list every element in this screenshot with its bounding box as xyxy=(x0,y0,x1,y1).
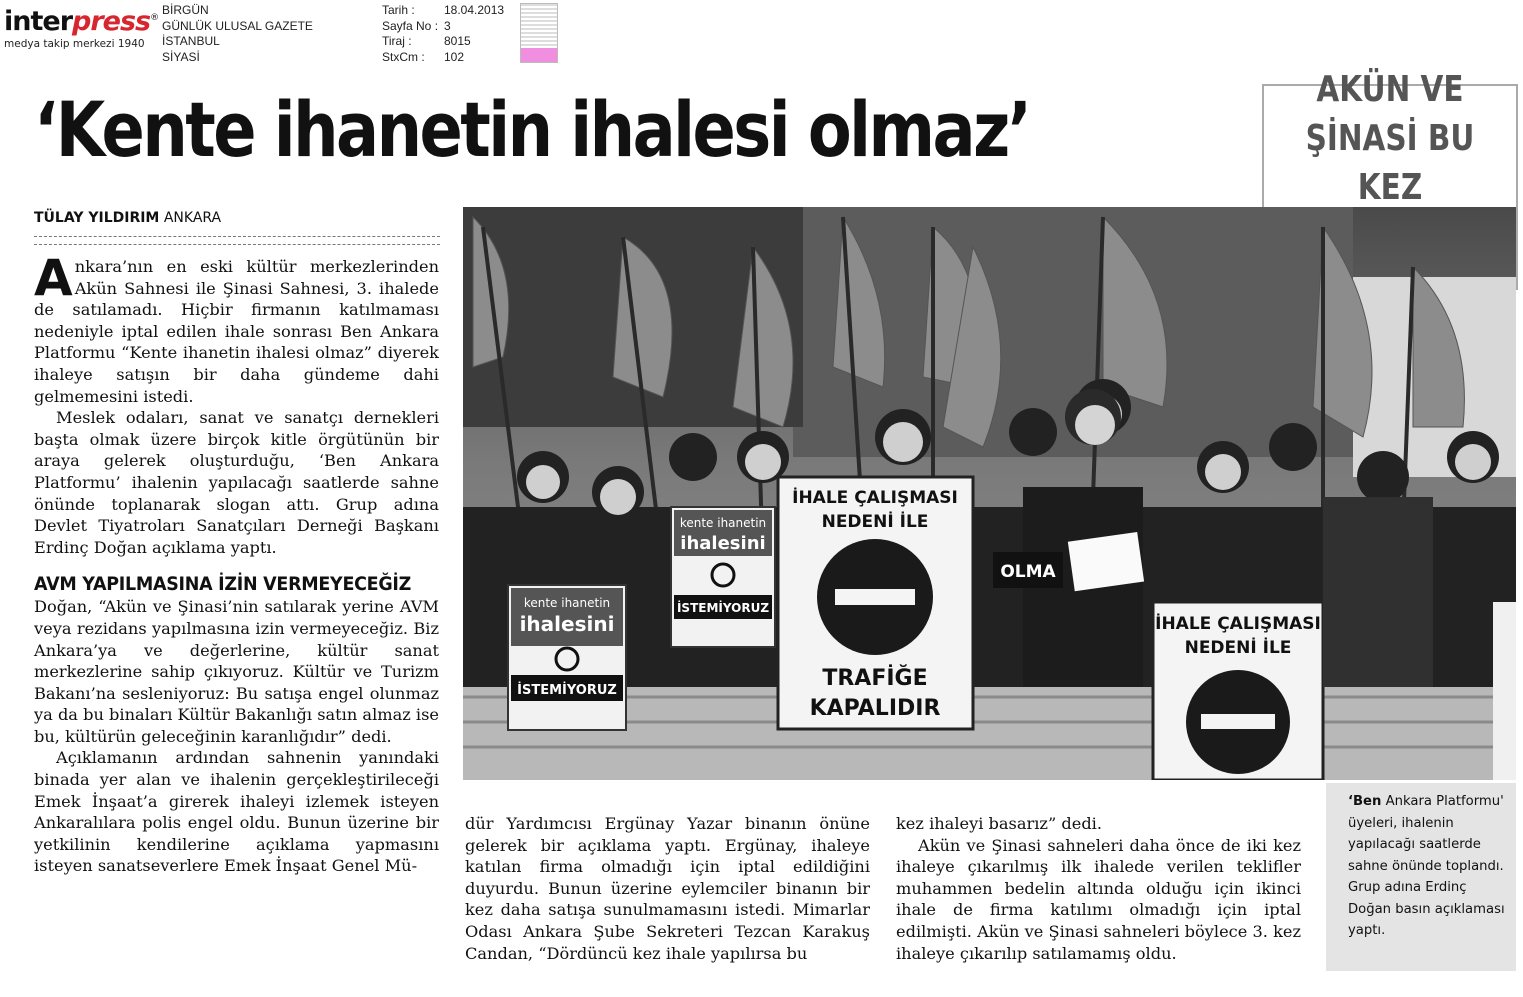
meta-value-page: 3 xyxy=(444,18,451,33)
logo-subtitle: medya takip merkezi 1940 xyxy=(4,38,145,50)
photo-caption xyxy=(1326,783,1516,971)
paragraph: Akün ve Şinasi sahneleri daha önce de iki kez ihaleye çıkarılmış ilk ihalede verilen teklifler muhammen bedelin altında olduğu için ikinci ihale de firma katılımı olmadığı için iptal edilmişti. Akün ve Şinasi sahneleri böylece 3. kez ihaleye çıkarılıp satılamamış oldu. xyxy=(896,835,1301,963)
publication-city: İSTANBUL xyxy=(162,34,220,48)
thumbnail-highlight xyxy=(521,48,557,62)
page-thumbnail[interactable] xyxy=(520,3,558,63)
logo-text-inter: inter xyxy=(4,6,73,37)
article-column-2 xyxy=(465,813,870,964)
sign-text: kente ihanetin xyxy=(523,596,611,610)
subheading: AVM YAPILMASINA İZİN VERMEYECEĞİZ xyxy=(34,573,412,596)
interpress-logo xyxy=(4,4,159,50)
logo-text-press: press xyxy=(72,6,151,37)
sign-text: ihalesini xyxy=(680,533,766,554)
byline-rule xyxy=(34,244,440,245)
caption-lead: ‘Ben xyxy=(1348,794,1382,809)
paragraph: Açıklamanın ardından sahnenin yanındaki binada yer alan ve ihalenin gerçekleştirileceği Emek İnşaat’a girerek ihaleyi izlemek isteyen Ankaralılara polis engel oldu. Bunun üzerine bir yetkilinin kendilerine açıklama yapmasını isteyen sanatseverlere Emek İnşaat Genel Mü- xyxy=(34,748,439,876)
meta-value-circulation: 8015 xyxy=(444,34,471,48)
kicker-line: ŞİNASİ BU KEZ xyxy=(1305,117,1475,208)
paragraph-text: nkara’nın en eski kültür merkezlerinden Akün Sahnesi ile Şinasi Sahnesi, 3. ihalede de satılamadı. Hiçbir firmanın katılmaması nedeniyle iptal edilen ihale sonrası Ben Ankara Platformu “Kente ihanetin ihalesi olmaz” diyerek ihaleye satışın bir daha gündeme dahi gelmemesini istedi. xyxy=(34,257,439,406)
paragraph: dür Yardımcısı Ergünay Yazar binanın önüne gelerek bir açıklama yaptı. Ergünay, ihaleye katılan firma olmadığı için iptal edildiğini duyurdu. Bunun üzerine eylemciler binanın bir kez daha satışa sunulmamasını istedi. Mimarlar Odası Ankara Şube Sekreteri Tezcan Karakuş Candan, “Dördüncü kez ihale yapılırsa bu xyxy=(465,814,870,963)
paragraph xyxy=(34,249,439,407)
publication-name: BİRGÜN xyxy=(162,3,209,17)
sign-text: TRAFİĞE xyxy=(822,666,928,691)
kicker-line: AKÜN VE xyxy=(1316,68,1464,110)
caption-text: Ankara Platformu' üyeleri, ihalenin yapılacağı saatlerde sahne önünde toplandı. Grup adına Erdinç Doğan basın açıklaması yaptı. xyxy=(1348,794,1505,938)
meta-key-date: Tarih : xyxy=(382,3,415,17)
headline: ‘Kente ihanetin ihalesi olmaz’ xyxy=(34,85,1030,174)
sign-text: NEDENİ İLE xyxy=(821,512,929,532)
sign-text: İSTEMİYORUZ xyxy=(517,683,617,698)
paragraph: Meslek odaları, sanat ve sanatçı dernekleri başta olmak üzere birçok kitle örgütünün bir araya gelerek oluşturduğu, ‘Ben Ankara Platformu’ ihalenin yapılacağı saatlerde sahne önünde toplanarak slogan attı. Grup adına Devlet Tiyatroları Sanatçıları Derneği Başkanı Erdinç Doğan açıklama yaptı. xyxy=(34,408,439,557)
protest-photo xyxy=(463,207,1516,780)
drop-cap: A xyxy=(34,249,73,307)
article-column-3 xyxy=(896,813,1301,964)
meta-key-stxcm: StxCm : xyxy=(382,49,425,64)
banner-text: OLMA xyxy=(1000,562,1056,582)
publication-type: GÜNLÜK ULUSAL GAZETE xyxy=(162,18,313,33)
sign-text: İHALE ÇALIŞMASI xyxy=(792,488,958,508)
publication-section: SİYASİ xyxy=(162,49,200,64)
logo-registered: ® xyxy=(150,13,159,23)
meta-key-page: Sayfa No : xyxy=(382,18,439,33)
paragraph: Doğan, “Akün ve Şinasi’nin satılarak yerine AVM veya rezidans yapılmasına izin vermeyeceğiz. Biz Ankara’ya ve değerlerine, kültür sanat merkezlerine sahip çıkıyoruz. Kültür ve Turizm Bakanı’na sesleniyoruz: Bu satışa engel olunmaz ya da bu binaları Kültür Bakanlığı satın almaz ise bu, kültürün geleceğinin karanlığıdır” dedi. xyxy=(34,597,439,746)
meta-value-date: 18.04.2013 xyxy=(444,3,505,17)
sign-text: NEDENİ İLE xyxy=(1184,638,1292,658)
sign-text: kente ihanetin xyxy=(679,516,767,530)
paragraph: kez ihaleyi basarız” dedi. xyxy=(896,814,1103,833)
meta-key-circulation: Tiraj : xyxy=(382,34,412,48)
meta-value-stxcm: 102 xyxy=(444,49,465,64)
article-column-1 xyxy=(34,249,439,877)
byline-place: ANKARA xyxy=(163,210,222,226)
byline-author: TÜLAY YILDIRIM xyxy=(34,210,160,226)
publication-info xyxy=(162,3,313,65)
article-photo xyxy=(463,207,1516,780)
sign-text: İSTEMİYORUZ xyxy=(676,601,770,615)
sign-text: İHALE ÇALIŞMASI xyxy=(1155,614,1321,634)
clipping-meta xyxy=(382,3,504,65)
byline-rule xyxy=(34,236,440,237)
sign-text: ihalesini xyxy=(519,612,615,636)
byline xyxy=(34,210,221,226)
sign-text: KAPALIDIR xyxy=(809,696,941,721)
